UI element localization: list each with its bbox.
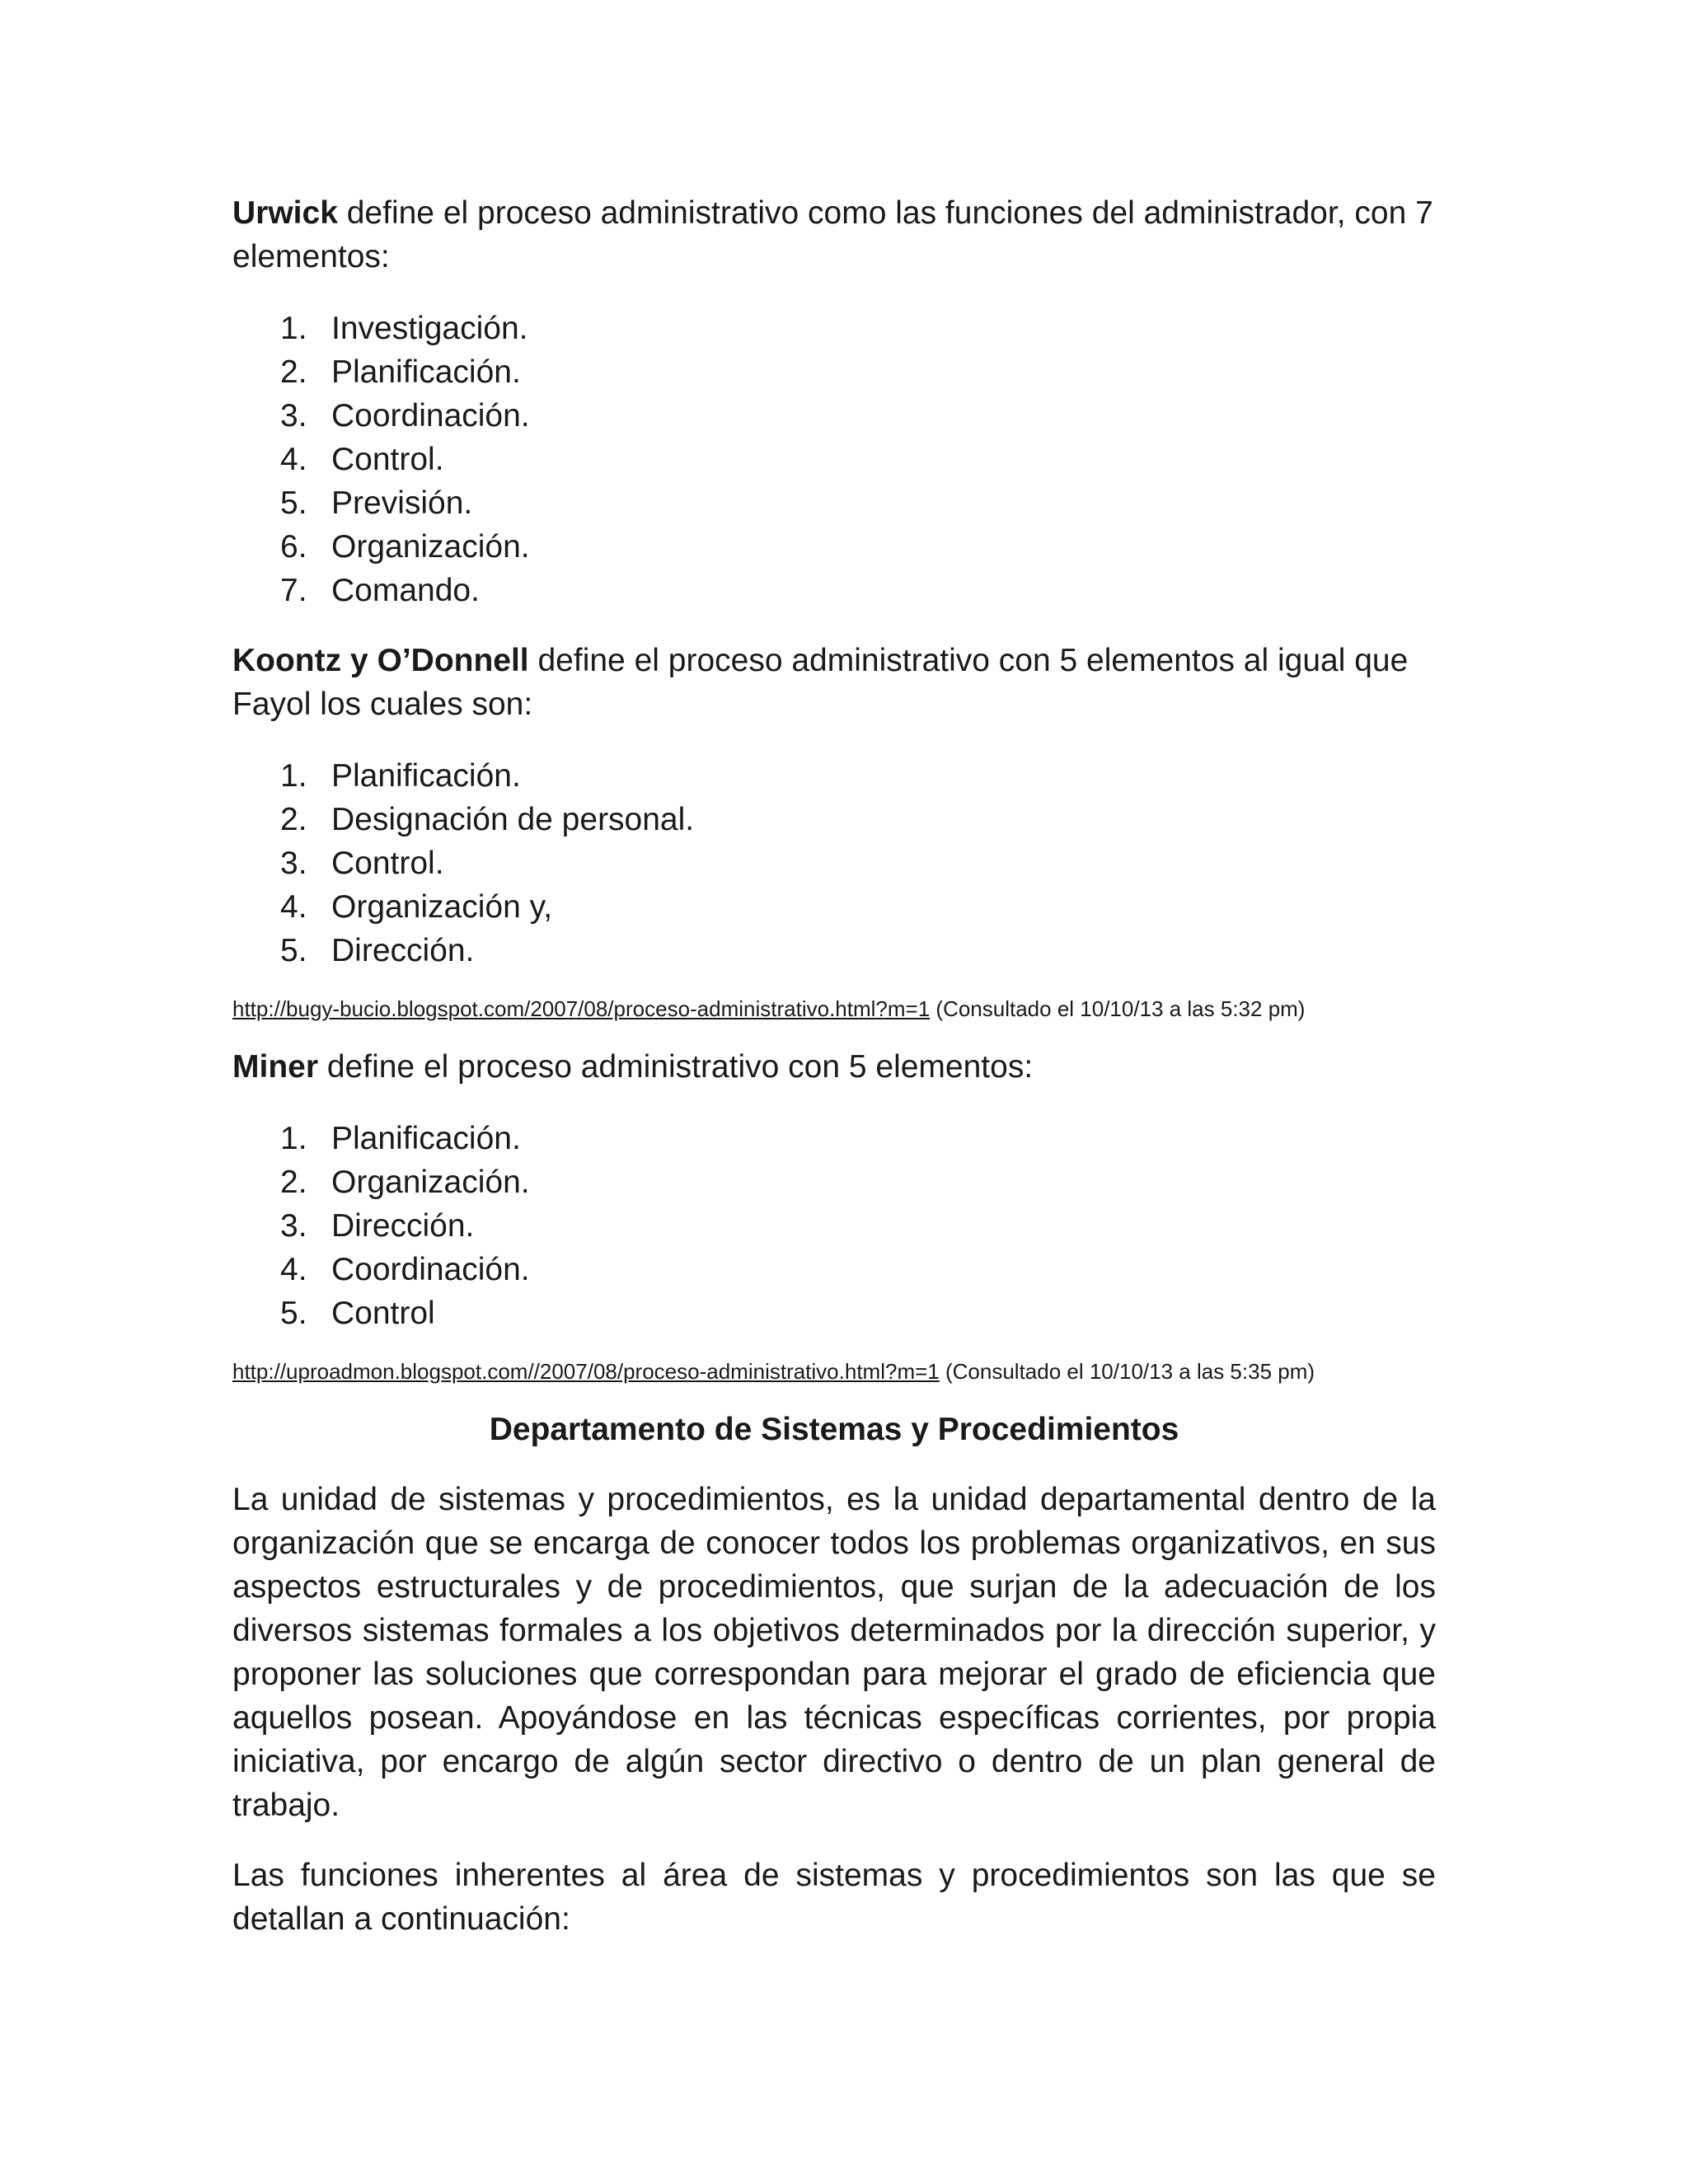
list-item-text: Previsión. [331, 485, 473, 521]
section-heading: Departamento de Sistemas y Procedimientos [489, 1412, 1179, 1447]
citation-2-link[interactable]: http://uproadmon.blogspot.com//2007/08/proceso-administrativo.html?m=1 [232, 1359, 940, 1384]
list-item-number: 6. [280, 529, 307, 565]
list-item [232, 525, 1436, 569]
list-item-text: Control [331, 1296, 435, 1331]
list-item [232, 841, 1436, 885]
list-item-text: Designación de personal. [331, 802, 695, 837]
list-item [232, 929, 1436, 972]
list-item-number: 4. [280, 442, 307, 477]
list-item-number: 1. [280, 1121, 307, 1156]
list-item-text: Dirección. [331, 933, 475, 968]
list-item-number: 3. [280, 398, 307, 434]
list-item-text: Control. [331, 846, 444, 881]
list-item-text: Control. [331, 442, 444, 477]
miner-intro [232, 1045, 1436, 1089]
list-item [232, 569, 1436, 612]
citation-2-note: (Consultado el 10/10/13 a las 5:35 pm) [939, 1359, 1315, 1384]
list-item-number: 3. [280, 846, 307, 881]
list-item [232, 1248, 1436, 1291]
list-item-text: Coordinación. [331, 398, 530, 434]
list-item [232, 1160, 1436, 1204]
list-item-number: 4. [280, 889, 307, 925]
citation-1 [232, 994, 1436, 1024]
list-item-text: Planificación. [331, 354, 521, 390]
list-item-number: 5. [280, 933, 307, 968]
list-item-number: 5. [280, 1296, 307, 1331]
list-item [232, 438, 1436, 481]
urwick-intro [232, 191, 1436, 279]
list-item [232, 481, 1436, 525]
koontz-list [232, 754, 1436, 972]
list-item-number: 3. [280, 1208, 307, 1244]
miner-author: Miner [232, 1049, 319, 1085]
list-item-number: 1. [280, 311, 307, 346]
list-item [232, 885, 1436, 929]
list-item-number: 2. [280, 1165, 307, 1200]
section-paragraph-1: La unidad de sistemas y procedimientos, es la unidad departamental dentro de la organización que se encarga de conocer todos los problemas organizativos, en sus aspectos estructurales y de procedimientos, que surjan de la adecuación de los diversos sistemas formales a los objetivos determinados por la dirección superior, y proponer las soluciones que correspondan para mejorar el grado de eficiencia que aquellos posean. Apoyándose en las técnicas específicas corrientes, por propia iniciativa, por encargo de algún sector directivo o dentro de un plan general de trabajo. [232, 1482, 1436, 1823]
list-item [232, 1204, 1436, 1248]
list-item-text: Organización. [331, 1165, 530, 1200]
urwick-author: Urwick [232, 195, 338, 231]
koontz-intro-text: define el proceso administrativo con 5 elementos al igual que Fayol los cuales son: [232, 643, 1409, 722]
citation-1-note: (Consultado el 10/10/13 a las 5:32 pm) [930, 996, 1306, 1021]
list-item-text: Comando. [331, 573, 480, 608]
urwick-list [232, 307, 1436, 612]
citation-1-link[interactable]: http://bugy-bucio.blogspot.com/2007/08/proceso-administrativo.html?m=1 [232, 996, 931, 1021]
list-item-text: Planificación. [331, 1121, 521, 1156]
list-item-number: 7. [280, 573, 307, 608]
list-item [232, 754, 1436, 798]
list-item [232, 394, 1436, 438]
urwick-intro-text: define el proceso administrativo como las funciones del administrador, con 7 elementos: [232, 195, 1433, 274]
list-item-text: Organización y, [331, 889, 553, 925]
list-item-number: 1. [280, 758, 307, 794]
list-item [232, 307, 1436, 350]
list-item-text: Dirección. [331, 1208, 475, 1244]
list-item [232, 1291, 1436, 1335]
list-item [232, 1117, 1436, 1160]
citation-2 [232, 1357, 1436, 1386]
document-page [232, 191, 1436, 1941]
list-item-text: Investigación. [331, 311, 528, 346]
list-item [232, 798, 1436, 841]
list-item-number: 2. [280, 354, 307, 390]
list-item [232, 350, 1436, 394]
list-item-text: Organización. [331, 529, 530, 565]
koontz-intro [232, 639, 1436, 726]
koontz-author: Koontz y O’Donnell [232, 643, 529, 678]
list-item-number: 5. [280, 485, 307, 521]
miner-intro-text: define el proceso administrativo con 5 elementos: [318, 1049, 1034, 1085]
list-item-number: 4. [280, 1252, 307, 1287]
list-item-number: 2. [280, 802, 307, 837]
list-item-text: Coordinación. [331, 1252, 530, 1287]
section-paragraph-2: Las funciones inherentes al área de sistemas y procedimientos son las que se detallan a continuación: [232, 1858, 1436, 1937]
miner-list [232, 1117, 1436, 1335]
list-item-text: Planificación. [331, 758, 521, 794]
